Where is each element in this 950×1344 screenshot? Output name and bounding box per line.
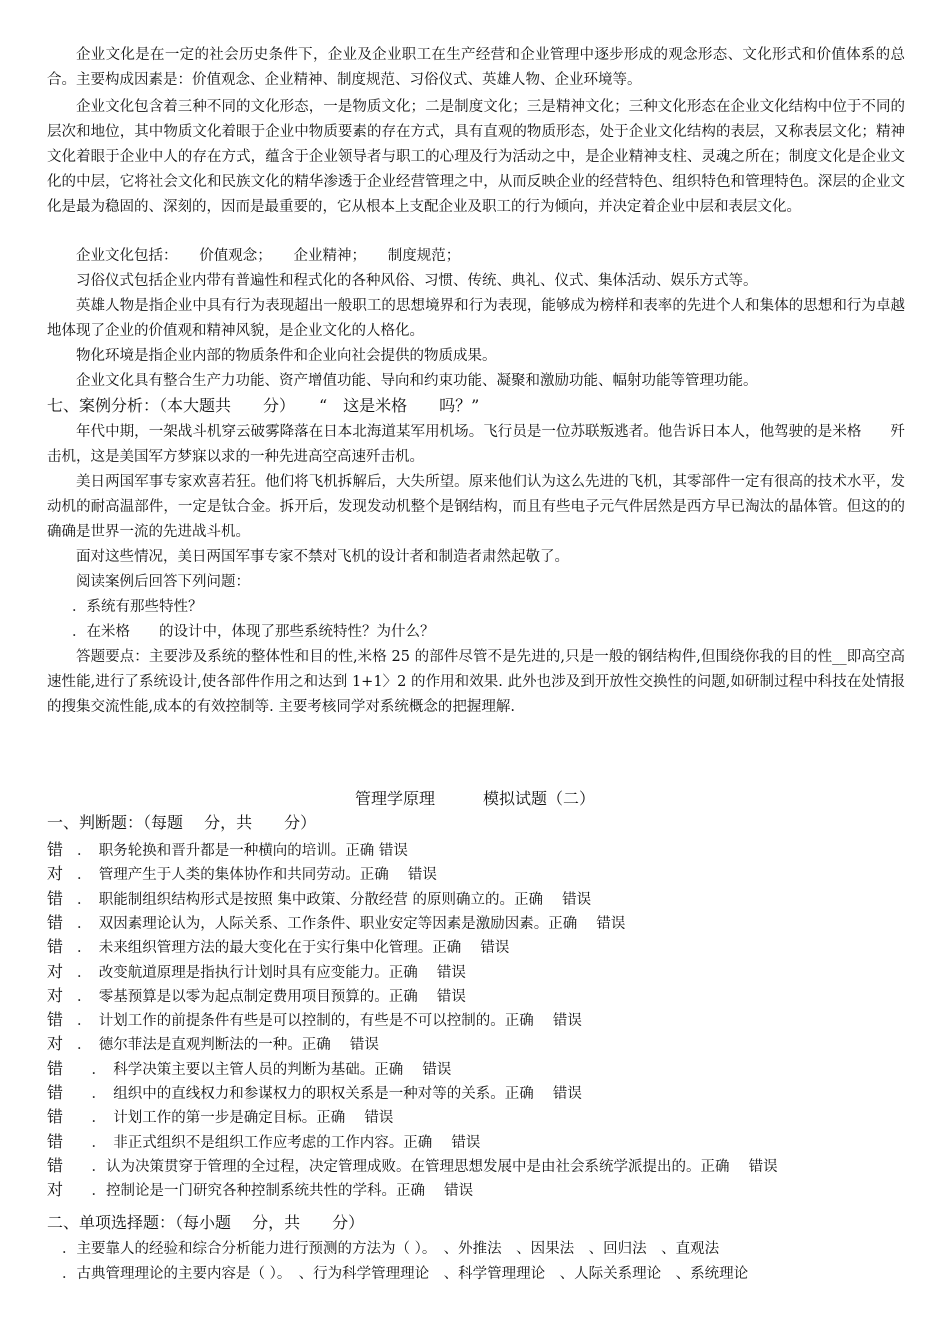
tf-item xyxy=(47,1057,451,1082)
tf-item xyxy=(47,1032,379,1057)
tf-item xyxy=(47,960,466,985)
tf-heading: 一、判断题：（每题 分，共 分） xyxy=(47,813,317,832)
culture-paragraph-4: 习俗仪式包括企业内带有普遍性和程式化的各种风俗、习惯、传统、典礼、仪式、集体活动、娱乐方式等。 xyxy=(76,273,758,289)
tf-statement: ． 职能制组织结构形式是按照 集中政策、分散经营 的原则确立的。正确 错误 xyxy=(77,891,592,908)
tf-item xyxy=(47,1130,480,1155)
case-paragraph-2: 美日两国军事专家欢喜若狂。他们将飞机拆解后，大失所望。原来他们认为这么先进的飞机，其零部件一定有很高的技术水平，发动机的耐高温部件，一定是钛合金。拆开后，发现发动机整个是钢结构，而且有些电子元气件居然是西方早已淘汰的晶体管。但这的的确确是世界一流的先进战斗机。 xyxy=(47,474,905,540)
tf-answer-mark: 错 xyxy=(47,937,64,957)
tf-answer-mark: 对 xyxy=(47,985,64,1005)
tf-answer-mark: 错 xyxy=(47,1083,64,1102)
case-question-1: ．系统有那些特性？ xyxy=(72,599,203,615)
tf-answer-mark: 错 xyxy=(47,1058,64,1078)
culture-paragraph-3: 企业文化包括： 价值观念； 企业精神； 制度规范； xyxy=(76,248,461,264)
case-question-2: ．在米格 的设计中，体现了那些系统特性？为什么？ xyxy=(72,624,435,640)
tf-statement: ．认为决策贯穿于管理的全过程，决定管理成败。在管理思想发展中是由社会系统学派提出的。正确 错误 xyxy=(77,1158,778,1175)
tf-statement: ． 管理产生于人类的集体协作和共同劳动。正确 错误 xyxy=(77,867,437,884)
tf-statement: ． 改变航道原理是指执行计划时具有应变能力。正确 错误 xyxy=(77,964,466,981)
tf-item xyxy=(47,911,625,936)
tf-item xyxy=(47,887,591,912)
case-paragraph-3: 面对这些情况，美日两国军事专家不禁对飞机的设计者和制造者肃然起敬了。 xyxy=(76,549,569,565)
tf-statement: ． 计划工作的前提条件有些是可以控制的，有些是不可以控制的。正确 错误 xyxy=(77,1013,582,1030)
tf-answer-mark: 对 xyxy=(47,1034,64,1054)
culture-paragraph-5: 英雄人物是指企业中具有行为表现超出一般职工的思想境界和行为表现，能够成为榜样和表率的先进个人和集体的思想和行为卓越地体现了企业的价值观和精神风貌，是企业文化的人格化。 xyxy=(47,298,905,339)
tf-statement: ． 双因素理论认为，人际关系、工作条件、职业安定等因素是激励因素。正确 错误 xyxy=(77,915,626,932)
case-paragraph-1: 年代中期，一架战斗机穿云破雾降落在日本北海道某军用机场。飞行员是一位苏联叛逃者。他告诉日本人，他驾驶的是米格 歼击机，这是美国军方梦寐以求的一种先进高空高速歼击机。 xyxy=(47,424,905,465)
tf-item xyxy=(47,984,466,1009)
tf-statement: ． 职务轮换和晋升都是一种横向的培训。正确 错误 xyxy=(77,843,408,859)
tf-answer-mark: 错 xyxy=(47,1131,64,1151)
tf-statement: ． 零基预算是以零为起点制定费用项目预算的。正确 错误 xyxy=(77,988,466,1005)
case-heading: 七、案例分析：（本大题共 分） “ 这是米格 吗？” xyxy=(47,396,480,415)
tf-answer-mark: 错 xyxy=(47,912,64,932)
case-paragraph-4: 阅读案例后回答下列问题： xyxy=(76,574,250,590)
tf-answer-mark: 错 xyxy=(47,1107,64,1127)
tf-statement: ． 德尔菲法是直观判断法的一种。正确 错误 xyxy=(77,1037,379,1054)
tf-answer-mark: 错 xyxy=(47,840,64,859)
tf-answer-mark: 对 xyxy=(47,961,64,981)
tf-item xyxy=(47,1154,778,1179)
tf-statement: ．控制论是一门研究各种控制系统共性的学科。正确 错误 xyxy=(77,1183,474,1200)
culture-paragraph-6: 物化环境是指企业内部的物质条件和企业向社会提供的物质成果。 xyxy=(76,348,497,364)
tf-item xyxy=(47,838,408,863)
culture-paragraph-1: 企业文化是在一定的社会历史条件下，企业及企业职工在生产经营和企业管理中逐步形成的观念形态、文化形式和价值体系的总合。主要构成因素是：价值观念、企业精神、制度规范、习俗仪式、英雄人物、企业环境等。 xyxy=(47,47,905,88)
tf-answer-mark: 对 xyxy=(47,864,64,884)
tf-statement: ． 非正式组织不是组织工作应考虑的工作内容。正确 错误 xyxy=(77,1134,481,1151)
tf-answer-mark: 错 xyxy=(47,1010,64,1030)
tf-answer-mark: 对 xyxy=(47,1180,64,1200)
tf-item xyxy=(47,1008,582,1033)
case-answer: 答题要点：主要涉及系统的整体性和目的性,米格 25 的部件尽管不是先进的,只是一般的钢结构件,但围绕你我的目的性__即高空高速性能,进行了系统设计,使各部件作用之和达到 1+1〉2 的作用和效果. 此外也涉及到开放性交换性的问题,如研制过程中科技在处情报的搜集交流性能,成本的有效控制等. 主要考核同学对系统概念的把握理解. xyxy=(47,649,905,715)
culture-paragraph-2: 企业文化包含着三种不同的文化形态，一是物质文化；二是制度文化；三是精神文化；三种文化形态在企业文化结构中位于不同的层次和地位，其中物质文化着眼于企业中物质要素的存在方式，具有直观的物质形态，处于企业文化结构的表层，又称表层文化；精神文化着眼于企业中人的存在方式，蕴含于企业领导者与职工的心理及行为活动之中，是企业精神支柱、灵魂之所在；制度文化是企业文化的中层，它将社会文化和民族文化的精华渗透于企业经营管理之中，从而反映企业的经营特色、组织特色和管理特色。深层的企业文化是最为稳固的、深刻的，因而是最重要的，它从根本上支配企业及职工的行为倾向，并决定着企业中层和表层文化。 xyxy=(47,99,905,215)
mc-question-2: ．古典管理理论的主要内容是（ ）。 、行为科学管理理论 、科学管理理论 、人际关系理论 、系统理论 xyxy=(62,1266,749,1282)
mc-question-1: ．主要靠人的经验和综合分析能力进行预测的方法为（ ）。 、外推法 、因果法 、回归法 、直观法 xyxy=(62,1241,720,1257)
tf-item xyxy=(47,1178,473,1203)
mc-heading: 二、单项选择题：（每小题 分，共 分） xyxy=(47,1213,365,1232)
tf-item xyxy=(47,935,509,960)
tf-item xyxy=(47,862,437,887)
tf-item xyxy=(47,1081,582,1106)
tf-statement: ． 组织中的直线权力和参谋权力的职权关系是一种对等的关系。正确 错误 xyxy=(77,1086,582,1102)
culture-paragraph-7: 企业文化具有整合生产力功能、资产增值功能、导向和约束功能、凝聚和激励功能、幅射功能等管理功能。 xyxy=(76,373,758,389)
tf-statement: ． 科学决策主要以主管人员的判断为基础。正确 错误 xyxy=(77,1061,452,1078)
tf-answer-mark: 错 xyxy=(47,888,64,908)
tf-item xyxy=(47,1105,393,1130)
tf-statement: ． 计划工作的第一步是确定目标。正确 错误 xyxy=(77,1110,394,1127)
tf-statement: ． 未来组织管理方法的最大变化在于实行集中化管理。正确 错误 xyxy=(77,940,510,957)
tf-answer-mark: 错 xyxy=(47,1155,64,1175)
exam-title: 管理学原理 模拟试题（二） xyxy=(354,789,595,808)
